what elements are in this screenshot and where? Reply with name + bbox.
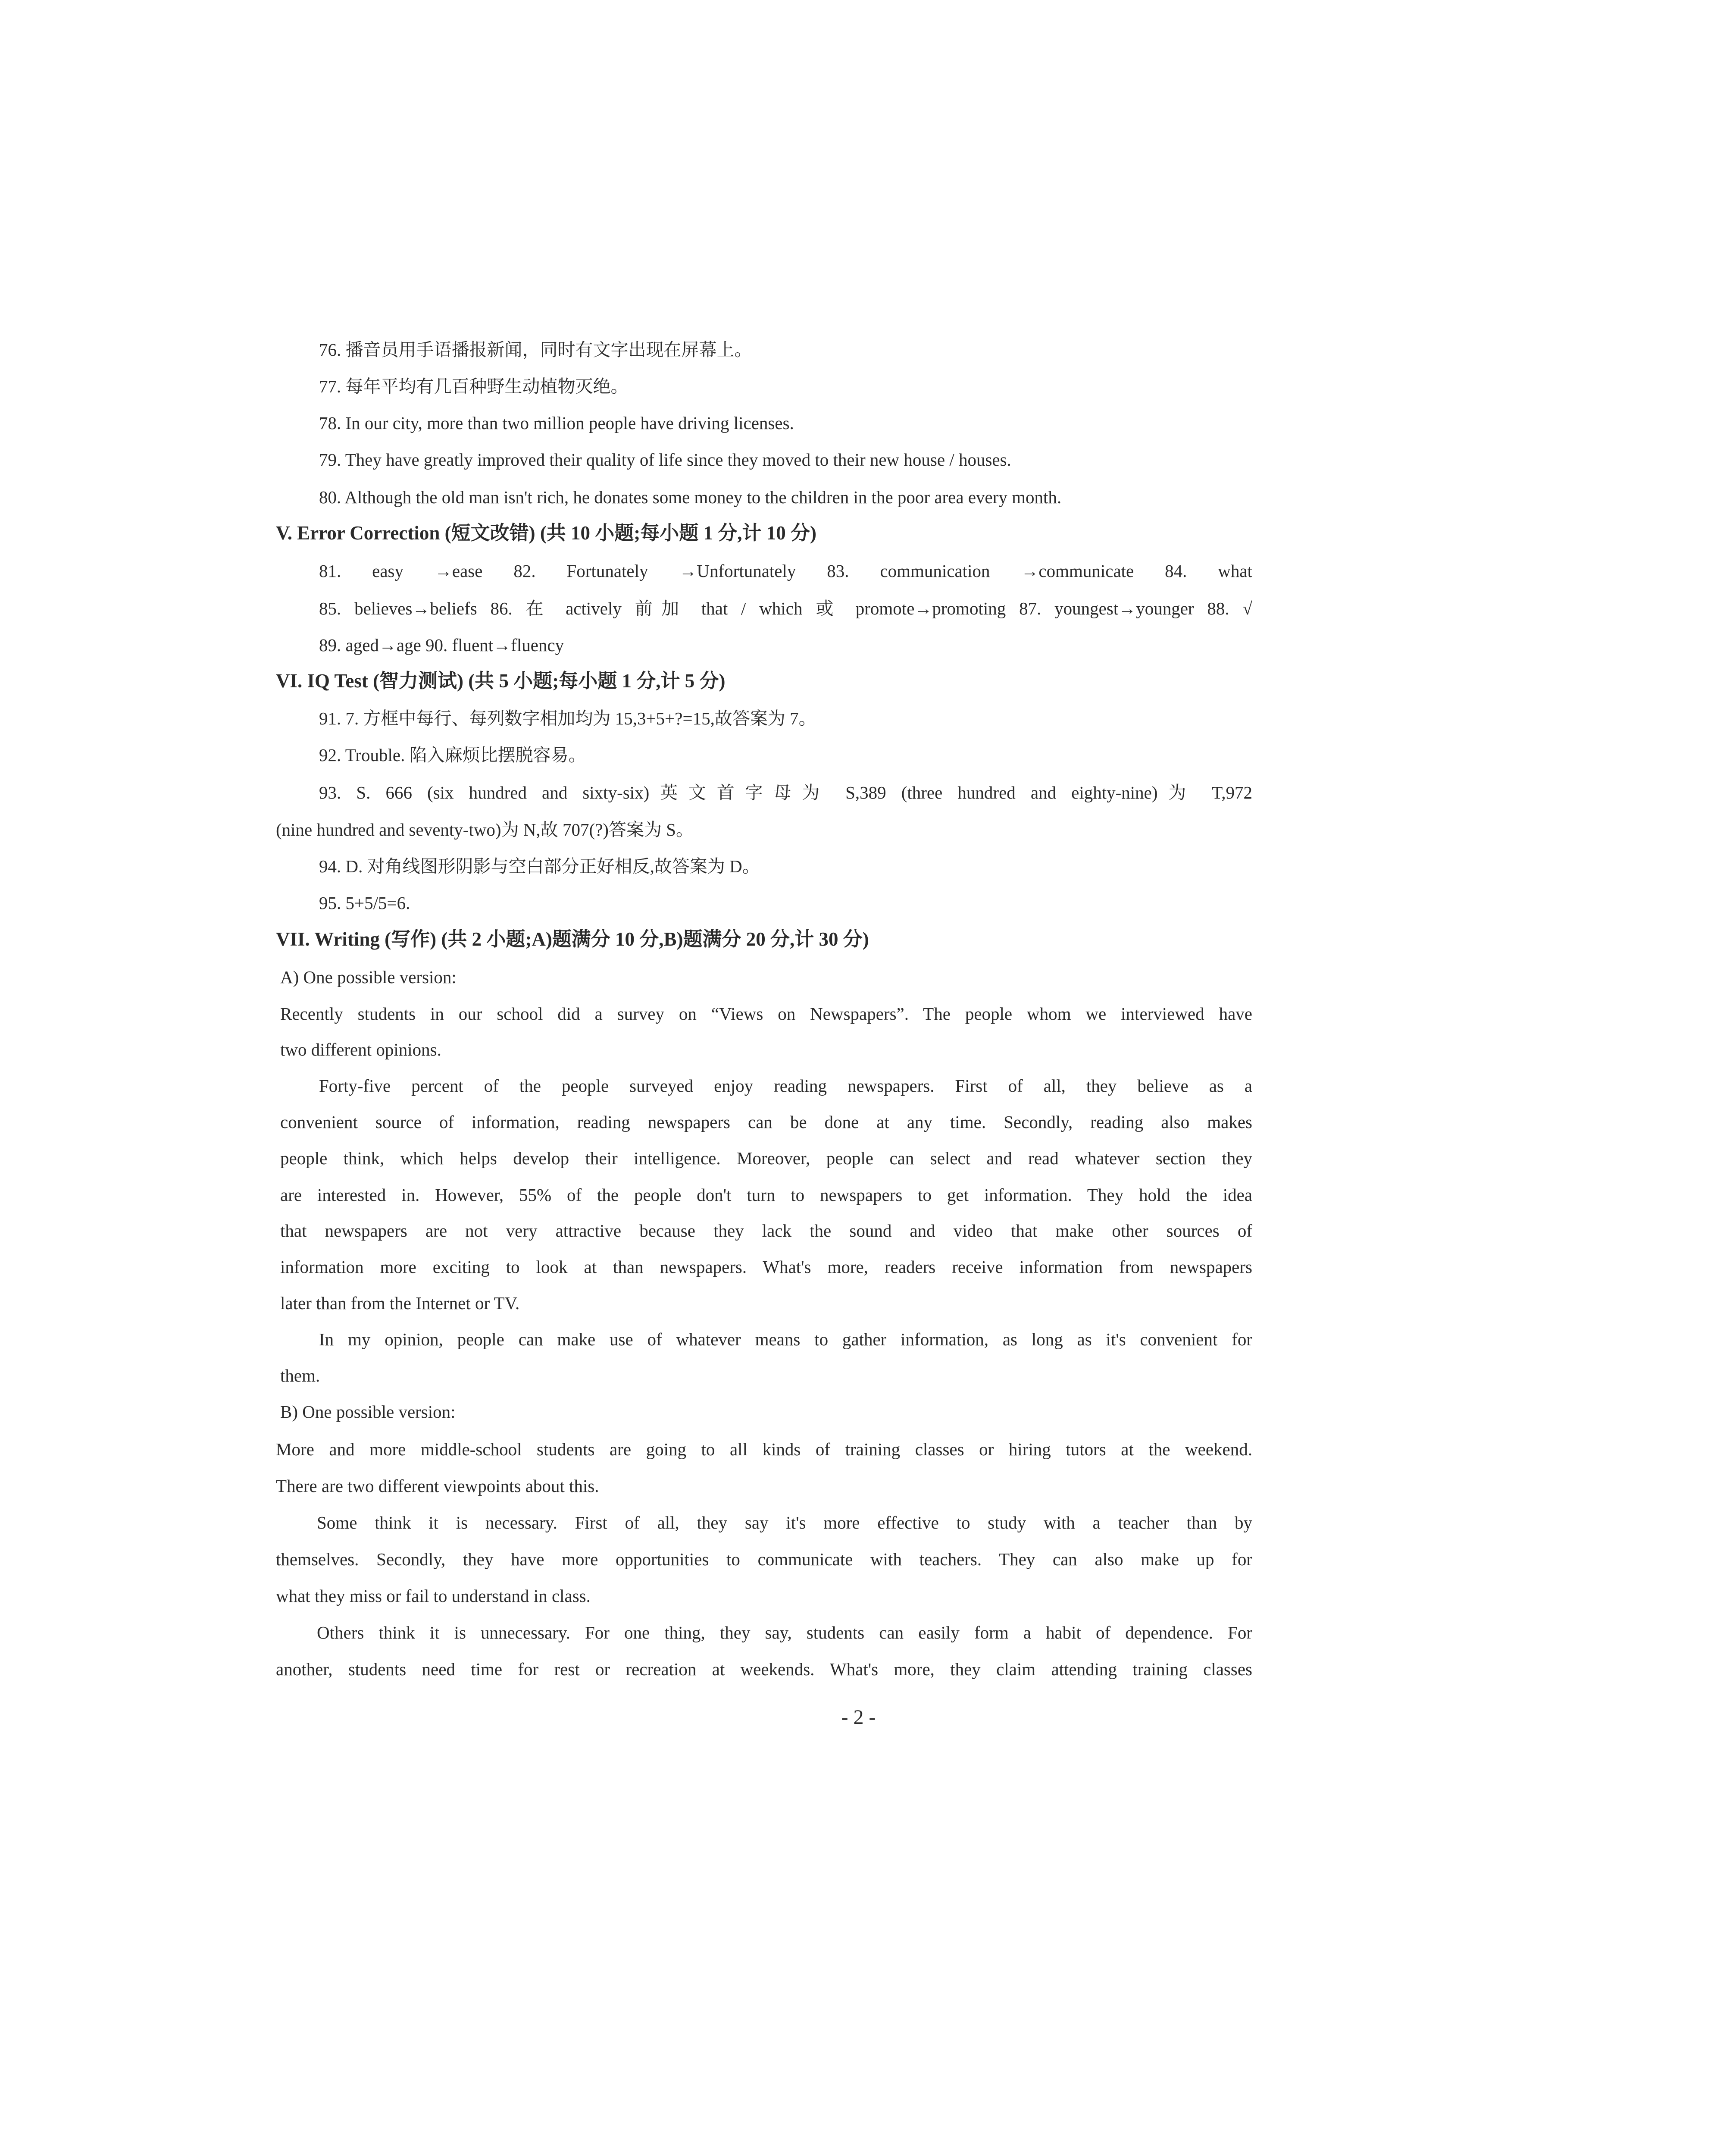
essay-a-line: later than from the Internet or TV. [280, 1293, 520, 1313]
essay-a-line: are interested in. However, 55% of the people don't turn to newspapers to get information. They hold the idea [280, 1185, 1252, 1205]
answer-76: 76. 播音员用手语播报新闻，同时有文字出现在屏幕上。 [319, 340, 752, 360]
essay-b-line: More and more middle-school students are going to all kinds of training classes or hiring tutors at the weekend. [276, 1439, 1252, 1459]
essay-a-line: two different opinions. [280, 1040, 441, 1059]
error-correction-line-2: 85. believes→beliefs 86. 在 actively 前加 that / which 或 promote→promoting 87. youngest→younger 88. √ [319, 599, 1252, 618]
iq-answer-95: 95. 5+5/5=6. [319, 893, 410, 913]
answer-78: 78. In our city, more than two million people have driving licenses. [319, 413, 794, 433]
iq-answer-94: 94. D. 对角线图形阴影与空白部分正好相反,故答案为 D。 [319, 856, 760, 876]
iq-answer-93-cont: (nine hundred and seventy-two)为 N,故 707(?)答案为 S。 [276, 820, 694, 840]
essay-a-line: information more exciting to look at than newspapers. What's more, readers receive information from newspapers [280, 1257, 1252, 1277]
version-a-label: A) One possible version: [280, 967, 457, 987]
error-correction-line-1: 81. easy →ease 82. Fortunately →Unfortunately 83. communication →communicate 84. what [319, 561, 1252, 581]
answer-77: 77. 每年平均有几百种野生动植物灭绝。 [319, 376, 629, 396]
inner-page-number: - 2 - [841, 1706, 876, 1729]
essay-a-line: them. [280, 1366, 320, 1385]
essay-b-line: Some think it is necessary. First of all, they say it's more effective to study with a teacher than by [317, 1513, 1252, 1532]
essay-a-line: In my opinion, people can make use of whatever means to gather information, as long as it's convenient for [319, 1329, 1252, 1349]
essay-a-line: that newspapers are not very attractive because they lack the sound and video that make other sources of [280, 1221, 1252, 1241]
essay-a-line: Forty-five percent of the people surveyed enjoy reading newspapers. First of all, they believe as a [319, 1076, 1252, 1096]
error-correction-line-3: 89. aged→age 90. fluent→fluency [319, 635, 564, 655]
essay-b-line: There are two different viewpoints about this. [276, 1476, 599, 1496]
essay-b-line: what they miss or fail to understand in class. [276, 1586, 591, 1606]
essay-b-line: themselves. Secondly, they have more opportunities to communicate with teachers. They can also make up for [276, 1549, 1252, 1569]
essay-a-line: Recently students in our school did a survey on “Views on Newspapers”. The people whom we interviewed have [280, 1004, 1252, 1024]
answer-80: 80. Although the old man isn't rich, he donates some money to the children in the poor area every month. [319, 487, 1062, 507]
essay-b-line: Others think it is unnecessary. For one thing, they say, students can easily form a habit of dependence. For [317, 1623, 1252, 1642]
iq-answer-93: 93. S. 666 (six hundred and sixty-six)英文首字母为 S,389 (three hundred and eighty-nine)为 T,972 [319, 783, 1252, 802]
iq-answer-92: 92. Trouble. 陷入麻烦比摆脱容易。 [319, 745, 586, 765]
essay-b-line: another, students need time for rest or recreation at weekends. What's more, they claim attending training classes [276, 1659, 1252, 1679]
essay-a-line: people think, which helps develop their intelligence. Moreover, people can select and read whatever section they [280, 1148, 1252, 1168]
version-b-label: B) One possible version: [280, 1402, 456, 1422]
section-v-heading: V. Error Correction (短文改错) (共 10 小题;每小题 1 分,计 10 分) [276, 522, 817, 544]
section-vii-heading: VII. Writing (写作) (共 2 小题;A)题满分 10 分,B)题满分 20 分,计 30 分) [276, 928, 869, 950]
section-vi-heading: VI. IQ Test (智力测试) (共 5 小题;每小题 1 分,计 5 分) [276, 670, 726, 692]
answer-79: 79. They have greatly improved their quality of life since they moved to their new house / houses. [319, 450, 1011, 470]
essay-a-line: convenient source of information, reading newspapers can be done at any time. Secondly, reading also makes [280, 1112, 1252, 1132]
iq-answer-91: 91. 7. 方框中每行、每列数字相加均为 15,3+5+?=15,故答案为 7。 [319, 708, 816, 728]
